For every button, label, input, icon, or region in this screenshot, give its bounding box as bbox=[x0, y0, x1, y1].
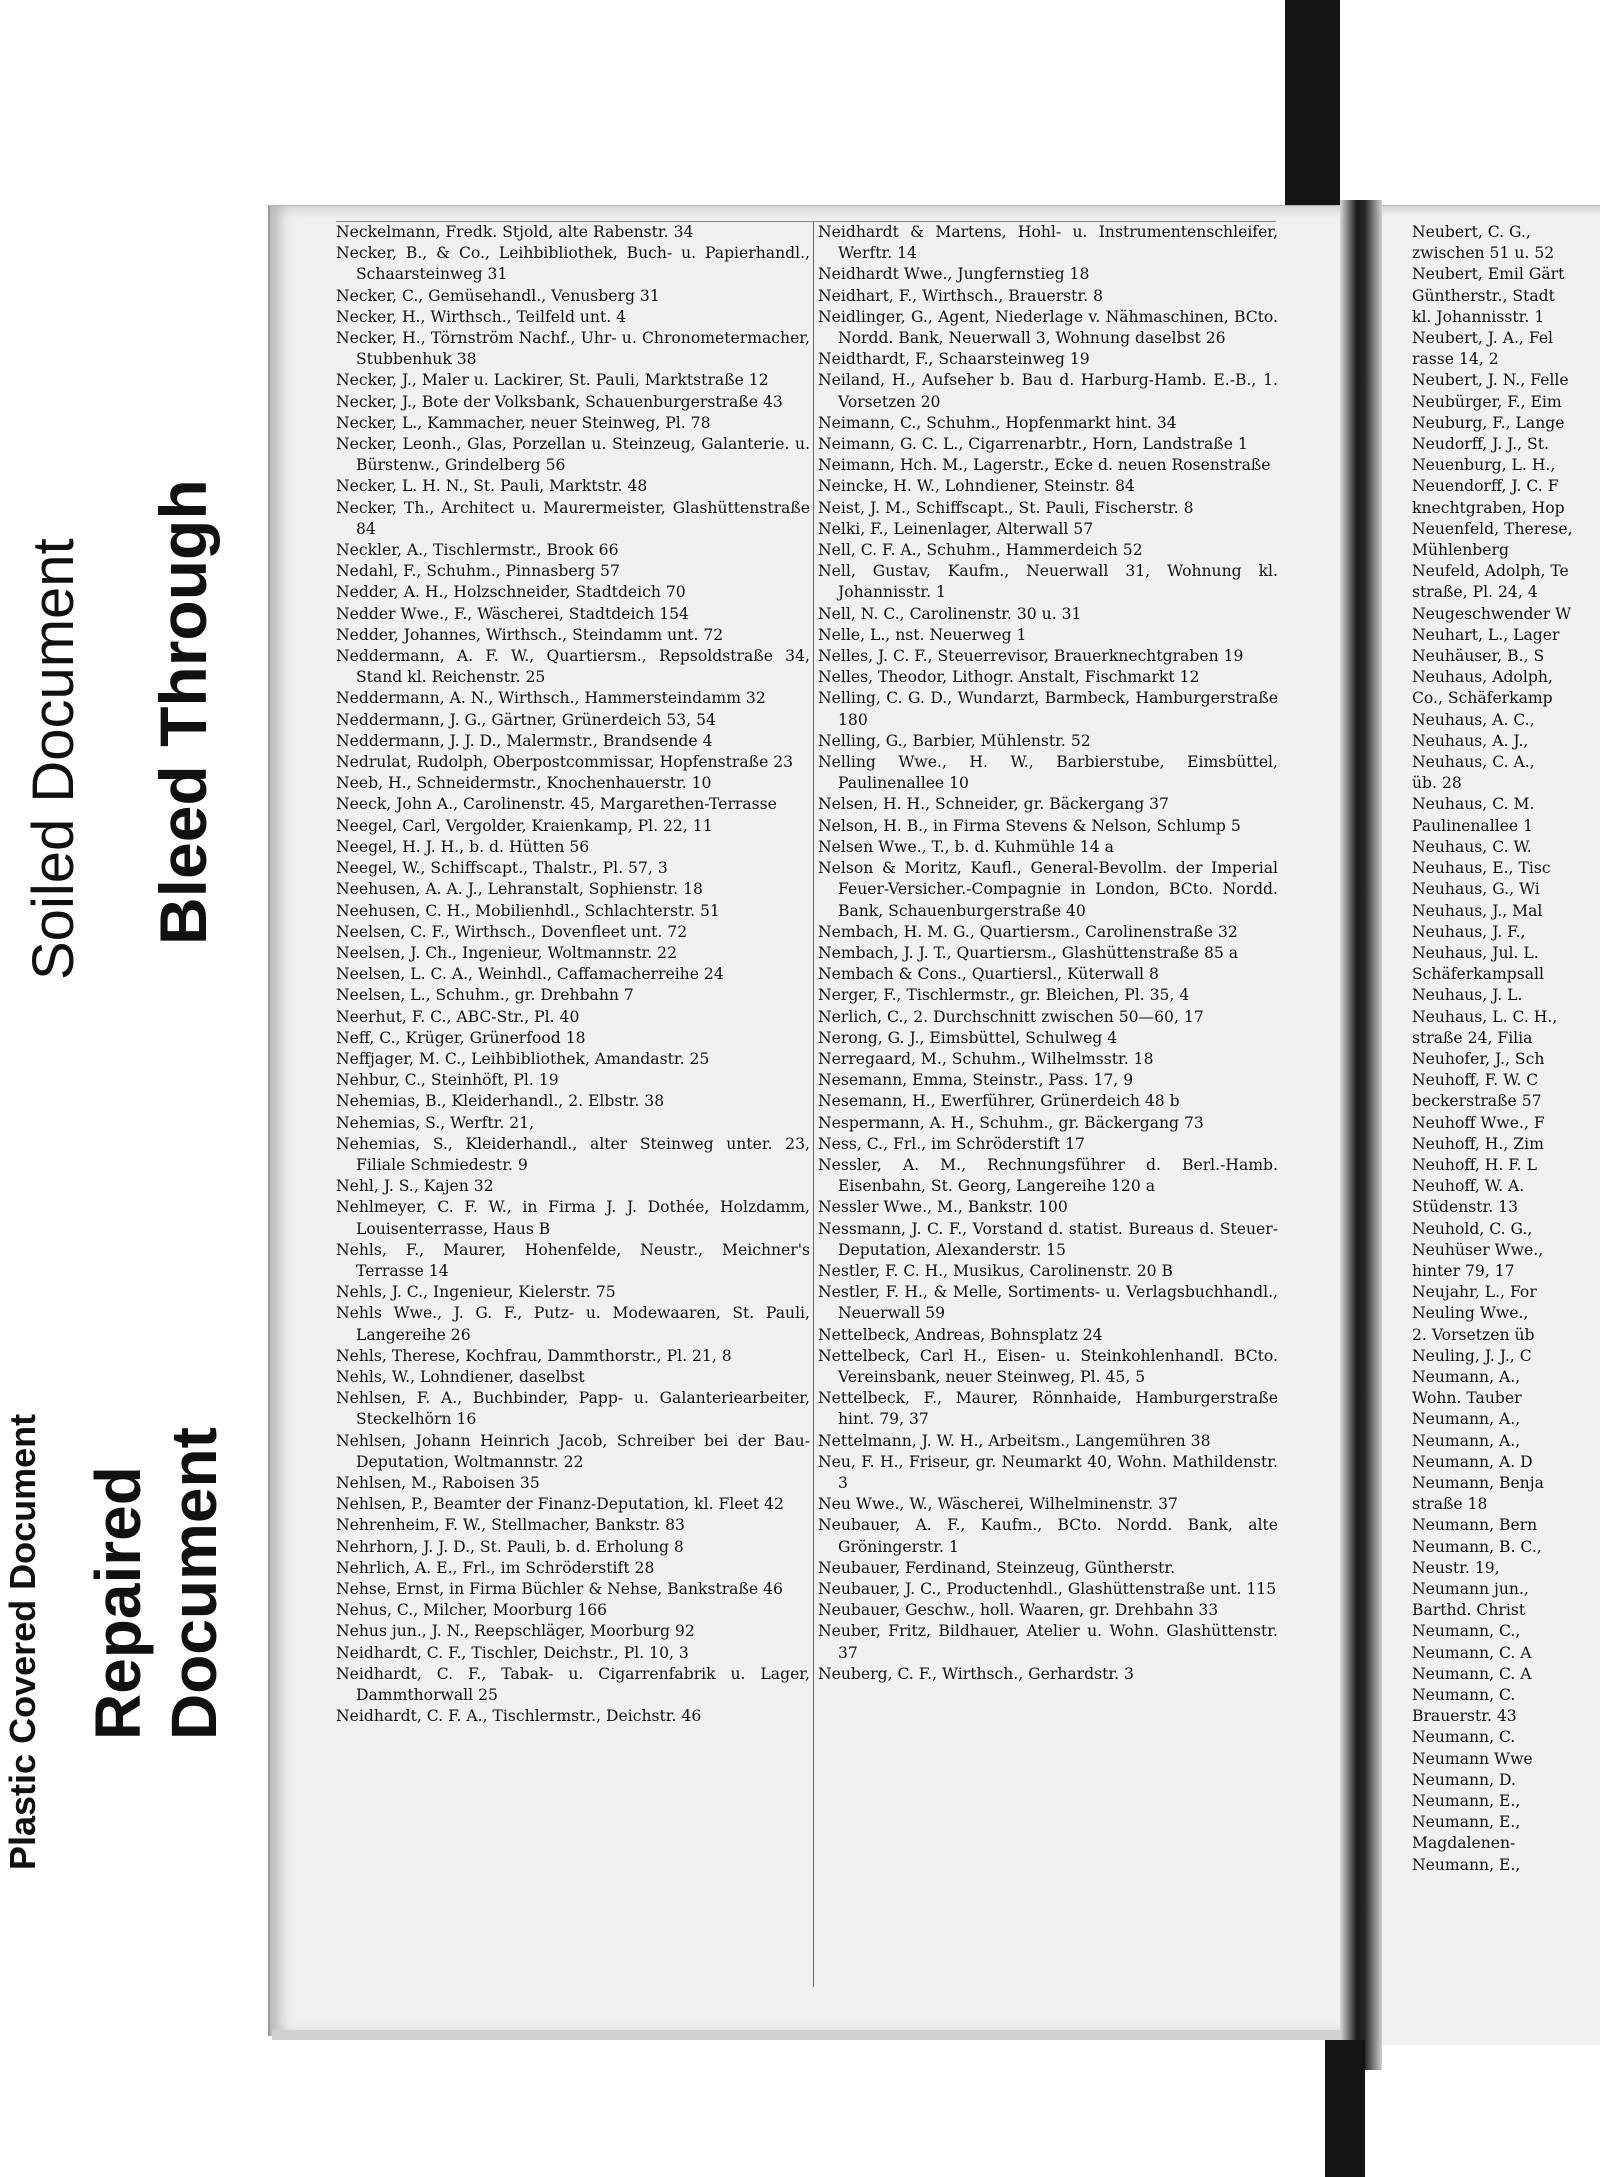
directory-entry: Necker, J., Maler u. Lackirer, St. Pauli, Marktstraße 12 bbox=[336, 371, 769, 390]
directory-entry: Nelle, L., nst. Neuerweg 1 bbox=[818, 625, 1027, 644]
directory-entry: Nedrulat, Rudolph, Oberpostcommissar, Hopfenstraße 23 bbox=[336, 753, 794, 772]
directory-entry: Neckler, A., Tischlermstr., Brook 66 bbox=[336, 541, 619, 560]
directory-entry: Neubauer, A. F., Kaufm., BCto. Nordd. Bank, alte Gröningerstr. 1 bbox=[818, 1516, 1278, 1556]
directory-entry: Nehlsen, F. A., Buchbinder, Papp- u. Galanteriearbeiter, Steckelhörn 16 bbox=[336, 1389, 810, 1429]
directory-entry: Nell, N. C., Carolinenstr. 30 u. 31 bbox=[818, 604, 1082, 623]
binding-tape-top bbox=[1285, 0, 1340, 205]
directory-entry: Nehlsen, P., Beamter der Finanz-Deputation, kl. Fleet 42 bbox=[336, 1495, 784, 1514]
directory-entry: Nehemias, S., Kleiderhandl., alter Steinweg unter. 23, Filiale Schmiedestr. 9 bbox=[336, 1134, 810, 1174]
directory-entry: Nelles, J. C. F., Steuerrevisor, Brauerknechtgraben 19 bbox=[818, 647, 1244, 666]
directory-entry: Nehbur, C., Steinhöft, Pl. 19 bbox=[336, 1071, 559, 1090]
directory-entry: Neidhart, F., Wirthsch., Brauerstr. 8 bbox=[818, 286, 1104, 305]
directory-entry: Neist, J. M., Schiffscapt., St. Pauli, Fischerstr. 8 bbox=[818, 498, 1194, 517]
directory-entry: Neimann, Hch. M., Lagerstr., Ecke d. neuen Rosenstraße bbox=[818, 456, 1271, 475]
directory-entry: Neuling, J. J., C bbox=[1412, 1346, 1532, 1365]
directory-entry: Neuberg, C. F., Wirthsch., Gerhardstr. 3 bbox=[818, 1664, 1134, 1683]
directory-entry: Nettelmann, J. W. H., Arbeitsm., Langemühren 38 bbox=[818, 1431, 1211, 1450]
book-gutter bbox=[1340, 200, 1382, 2070]
directory-entry: Necker, L. H. N., St. Pauli, Marktstr. 48 bbox=[336, 477, 648, 496]
directory-entry: Necker, H., Törnström Nachf., Uhr- u. Chronometermacher, Stubbenhuk 38 bbox=[336, 329, 810, 369]
directory-entry: Neerhut, F. C., ABC-Str., Pl. 40 bbox=[336, 1007, 580, 1026]
directory-entry: Neumann, C. A bbox=[1412, 1664, 1532, 1683]
directory-entry: Necker, J., Bote der Volksbank, Schauenburgerstraße 43 bbox=[336, 392, 783, 411]
label-repaired-line2: Document bbox=[158, 1427, 230, 1740]
directory-entry: Neubauer, J. C., Productenhdl., Glashüttenstraße unt. 115 bbox=[818, 1580, 1277, 1598]
directory-entry: Nehlsen, Johann Heinrich Jacob, Schreiber bei der Bau-Deputation, Woltmannstr. 22 bbox=[336, 1431, 810, 1471]
directory-entry: Neumann Wwe bbox=[1412, 1749, 1533, 1768]
directory-entry: straße 18 bbox=[1412, 1495, 1488, 1514]
directory-entry: straße 24, Filia bbox=[1412, 1028, 1533, 1047]
directory-entry: Nedder, Johannes, Wirthsch., Steindamm unt. 72 bbox=[336, 625, 724, 644]
directory-entry: Nerong, G. J., Eimsbüttel, Schulweg 4 bbox=[818, 1028, 1118, 1047]
directory-entry: Neuhaus, A. J., bbox=[1412, 731, 1529, 750]
directory-entry: Nelling, C. G. D., Wundarzt, Barmbeck, Hamburgerstraße 180 bbox=[818, 689, 1278, 729]
directory-column-right-partial bbox=[1412, 222, 1600, 1876]
directory-entry: Neimann, C., Schuhm., Hopfenmarkt hint. 34 bbox=[818, 413, 1177, 432]
column-divider bbox=[813, 222, 814, 1987]
label-soiled-document: Soiled Document bbox=[21, 538, 86, 980]
directory-entry: Neegel, Carl, Vergolder, Kraienkamp, Pl. 22, 11 bbox=[336, 816, 713, 835]
directory-entry: Neuhoff, H., Zim bbox=[1412, 1134, 1544, 1153]
directory-entry: Nehl, J. S., Kajen 32 bbox=[336, 1177, 494, 1196]
directory-entry: Neuhaus, J. L. bbox=[1412, 986, 1523, 1005]
directory-entry: Nessler Wwe., M., Bankstr. 100 bbox=[818, 1198, 1068, 1217]
directory-entry: Neuendorff, J. C. F bbox=[1412, 477, 1559, 496]
directory-entry: Nelsen Wwe., T., b. d. Kuhmühle 14 a bbox=[818, 837, 1114, 856]
directory-entry: Neeck, John A., Carolinenstr. 45, Margarethen-Terrasse bbox=[336, 795, 777, 814]
directory-entry: hinter 79, 17 bbox=[1412, 1261, 1515, 1280]
directory-entry: Barthd. Christ bbox=[1412, 1601, 1526, 1620]
directory-entry: Ness, C., Frl., im Schröderstift 17 bbox=[818, 1134, 1085, 1153]
directory-entry: Nehrhorn, J. J. D., St. Pauli, b. d. Erholung 8 bbox=[336, 1537, 684, 1556]
directory-entry: Nesemann, H., Ewerführer, Grünerdeich 48 b bbox=[818, 1092, 1180, 1111]
directory-entry: Neumann jun., bbox=[1412, 1580, 1529, 1598]
directory-entry: Neuhoff, H. F. L bbox=[1412, 1155, 1537, 1174]
directory-entry: Magdalenen- bbox=[1412, 1834, 1516, 1853]
directory-entry: Nelsen, H. H., Schneider, gr. Bäckergang 37 bbox=[818, 795, 1169, 814]
directory-entry: Co., Schäferkamp bbox=[1412, 689, 1553, 708]
directory-entry: Necker, C., Gemüsehandl., Venusberg 31 bbox=[336, 286, 660, 305]
directory-entry: Nehus jun., J. N., Reepschläger, Moorburg 92 bbox=[336, 1622, 695, 1641]
directory-entry: Neincke, H. W., Lohndiener, Steinstr. 84 bbox=[818, 477, 1135, 496]
directory-entry: Nehls, W., Lohndiener, daselbst bbox=[336, 1367, 585, 1386]
directory-entry: Nerlich, C., 2. Durchschnitt zwischen 50—60, 17 bbox=[818, 1007, 1204, 1026]
directory-entry: Neff, C., Krüger, Grünerfood 18 bbox=[336, 1028, 586, 1047]
directory-entry: Nehls, Therese, Kochfrau, Dammthorstr., Pl. 21, 8 bbox=[336, 1346, 732, 1365]
directory-entry: Neumann, E., bbox=[1412, 1792, 1521, 1811]
directory-entry: Neumann, B. C., bbox=[1412, 1537, 1542, 1556]
directory-entry: Neelsen, L., Schuhm., gr. Drehbahn 7 bbox=[336, 986, 634, 1005]
directory-entry: Nerregaard, M., Schuhm., Wilhelmsstr. 18 bbox=[818, 1049, 1154, 1068]
directory-entry: Nehls, J. C., Ingenieur, Kielerstr. 75 bbox=[336, 1283, 616, 1302]
directory-entry: rasse 14, 2 bbox=[1412, 350, 1499, 369]
directory-entry: Neckelmann, Fredk. Stjold, alte Rabenstr. 34 bbox=[336, 223, 694, 241]
directory-entry: Neubert, J. N., Felle bbox=[1412, 371, 1569, 390]
directory-entry: Nespermann, A. H., Schuhm., gr. Bäckergang 73 bbox=[818, 1113, 1204, 1132]
directory-entry: Neu Wwe., W., Wäscherei, Wilhelminenstr. 37 bbox=[818, 1495, 1178, 1514]
directory-entry: Neuhaus, C. W. bbox=[1412, 837, 1532, 856]
directory-entry: Nehemias, S., Werftr. 21, bbox=[336, 1113, 535, 1132]
label-bleed-through: Bleed Through bbox=[146, 479, 220, 945]
directory-entry: Neuhoff Wwe., F bbox=[1412, 1113, 1545, 1132]
directory-entry: Neuhofer, J., Sch bbox=[1412, 1049, 1545, 1068]
directory-entry: Nelling Wwe., H. W., Barbierstube, Eimsbüttel, Paulinenallee 10 bbox=[818, 753, 1278, 793]
directory-entry: Nehlmeyer, C. F. W., in Firma J. J. Dothée, Holzdamm, Louisenterrasse, Haus B bbox=[336, 1198, 810, 1238]
label-repaired-document bbox=[80, 1427, 232, 1740]
directory-entry: Nerger, F., Tischlermstr., gr. Bleichen, Pl. 35, 4 bbox=[818, 986, 1190, 1005]
directory-entry: Nehrenheim, F. W., Stellmacher, Bankstr. 83 bbox=[336, 1516, 685, 1535]
directory-entry: Neubert, Emil Gärt bbox=[1412, 265, 1565, 284]
directory-entry: Neuburg, F., Lange bbox=[1412, 413, 1565, 432]
directory-entry: Neumann, C. A bbox=[1412, 1643, 1532, 1662]
directory-entry: Neeb, H., Schneidermstr., Knochenhauerstr. 10 bbox=[336, 774, 712, 793]
directory-entry: Neuhaus, Jul. L. bbox=[1412, 943, 1539, 962]
directory-entry: Nehrlich, A. E., Frl., im Schröderstift 28 bbox=[336, 1558, 655, 1577]
directory-entry: Nessmann, J. C. F., Vorstand d. statist. Bureaus d. Steuer-Deputation, Alexanderstr. 15 bbox=[818, 1219, 1278, 1259]
directory-entry: Necker, Th., Architect u. Maurermeister, Glashüttenstraße 84 bbox=[336, 498, 810, 538]
directory-entry: Neuhaus, G., Wi bbox=[1412, 880, 1540, 899]
directory-entry: Nedahl, F., Schuhm., Pinnasberg 57 bbox=[336, 562, 620, 581]
directory-entry: Neumann, C., bbox=[1412, 1622, 1521, 1641]
directory-column-left bbox=[336, 222, 810, 1727]
directory-entry: Nedder, A. H., Holzschneider, Stadtdeich 70 bbox=[336, 583, 686, 602]
directory-entry: Neumann, C. bbox=[1412, 1686, 1516, 1705]
directory-entry: Wohn. Tauber bbox=[1412, 1389, 1522, 1408]
directory-entry: Neidthardt, F., Schaarsteinweg 19 bbox=[818, 350, 1090, 369]
directory-entry: 2. Vorsetzen üb bbox=[1412, 1325, 1535, 1344]
binding-tape-bottom bbox=[1325, 2040, 1365, 2177]
directory-entry: Neuhaus, J., Mal bbox=[1412, 901, 1543, 920]
directory-entry: Nestler, F. C. H., Musikus, Carolinenstr. 20 B bbox=[818, 1261, 1174, 1280]
directory-entry: Neelsen, L. C. A., Weinhdl., Caffamacherreihe 24 bbox=[336, 965, 724, 984]
directory-entry: kl. Johannisstr. 1 bbox=[1412, 307, 1545, 326]
directory-entry: Necker, B., & Co., Leihbibliothek, Buch- u. Papierhandl., Schaarsteinweg 31 bbox=[336, 244, 810, 284]
directory-entry: beckerstraße 57 bbox=[1412, 1092, 1542, 1111]
directory-entry: Neubert, J. A., Fel bbox=[1412, 329, 1554, 348]
directory-entry: Neubauer, Geschw., holl. Waaren, gr. Drehbahn 33 bbox=[818, 1601, 1219, 1620]
directory-entry: Neelsen, C. F., Wirthsch., Dovenfleet unt. 72 bbox=[336, 922, 688, 941]
directory-entry: Necker, Leonh., Glas, Porzellan u. Steinzeug, Galanterie. u. Bürstenw., Grindelberg 56 bbox=[336, 435, 810, 475]
directory-entry: Güntherstr., Stadt bbox=[1412, 286, 1555, 305]
directory-entry: Nesemann, Emma, Steinstr., Pass. 17, 9 bbox=[818, 1071, 1134, 1090]
directory-entry: Neuhaus, Adolph, bbox=[1412, 668, 1553, 687]
directory-entry: Neidhardt, C. F., Tabak- u. Cigarrenfabrik u. Lager, Dammthorwall 25 bbox=[336, 1664, 810, 1705]
directory-entry: Nembach & Cons., Quartiersl., Küterwall 8 bbox=[818, 965, 1159, 984]
directory-entry: Nettelbeck, Andreas, Bohnsplatz 24 bbox=[818, 1325, 1103, 1344]
directory-entry: Necker, H., Wirthsch., Teilfeld unt. 4 bbox=[336, 307, 627, 326]
directory-entry: Neidhardt, C. F. A., Tischlermstr., Deichstr. 46 bbox=[336, 1707, 702, 1726]
directory-entry: Neegel, W., Schiffscapt., Thalstr., Pl. 57, 3 bbox=[336, 859, 668, 878]
directory-entry: Nelles, Theodor, Lithogr. Anstalt, Fischmarkt 12 bbox=[818, 668, 1200, 687]
directory-entry: Neuhaus, E., Tisc bbox=[1412, 859, 1551, 878]
directory-entry: Nell, C. F. A., Schuhm., Hammerdeich 52 bbox=[818, 541, 1143, 560]
directory-entry: Neddermann, J. J. D., Malermstr., Brandsende 4 bbox=[336, 731, 713, 750]
directory-entry: Neudorff, J. J., St. bbox=[1412, 435, 1549, 454]
directory-entry: Neumann, A., bbox=[1412, 1410, 1521, 1429]
directory-entry: Nehus, C., Milcher, Moorburg 166 bbox=[336, 1601, 608, 1620]
directory-entry: Neubert, C. G., bbox=[1412, 223, 1531, 241]
directory-entry: zwischen 51 u. 52 bbox=[1412, 244, 1555, 263]
directory-entry: Nestler, F. H., & Melle, Sortiments- u. Verlagsbuchhandl., Neuerwall 59 bbox=[818, 1283, 1278, 1323]
directory-entry: Neddermann, A. N., Wirthsch., Hammersteindamm 32 bbox=[336, 689, 766, 708]
directory-entry: Brauerstr. 43 bbox=[1412, 1707, 1517, 1726]
directory-entry: Neumann, A. D bbox=[1412, 1452, 1533, 1471]
directory-entry: Neugeschwender W bbox=[1412, 604, 1572, 623]
directory-entry: Neubürger, F., Eim bbox=[1412, 392, 1562, 411]
directory-entry: Neidhardt & Martens, Hohl- u. Instrumentenschleifer, Werftr. 14 bbox=[818, 223, 1278, 263]
directory-entry: Nehse, Ernst, in Firma Büchler & Nehse, Bankstraße 46 bbox=[336, 1580, 783, 1598]
label-plastic-covered-document: Plastic Covered Document bbox=[2, 1413, 43, 1870]
directory-entry: Nelson & Moritz, Kaufl., General-Bevollm. der Imperial Feuer-Versicher.-Compagnie in London, BCto. Nordd. Bank, Schauenburgerstraße 40 bbox=[818, 859, 1278, 920]
label-repaired-line1: Repaired bbox=[82, 1466, 154, 1740]
directory-entry: Neumann, A., bbox=[1412, 1431, 1521, 1450]
directory-entry: üb. 28 bbox=[1412, 774, 1462, 793]
directory-entry: Neuhaus, L. C. H., bbox=[1412, 1007, 1558, 1026]
directory-entry: Neuhaus, C. M. bbox=[1412, 795, 1535, 814]
directory-entry: Necker, L., Kammacher, neuer Steinweg, Pl. 78 bbox=[336, 413, 711, 432]
directory-entry: Neidhardt Wwe., Jungfernstieg 18 bbox=[818, 265, 1090, 284]
directory-entry: Neumann, E., bbox=[1412, 1855, 1521, 1874]
directory-entry: Neelsen, J. Ch., Ingenieur, Woltmannstr. 22 bbox=[336, 943, 677, 962]
directory-entry: Neufeld, Adolph, Te bbox=[1412, 562, 1569, 581]
directory-entry: Neidhardt, C. F., Tischler, Deichstr., Pl. 10, 3 bbox=[336, 1643, 689, 1662]
directory-entry: Neuenburg, L. H., bbox=[1412, 456, 1556, 475]
directory-entry: Neuhart, L., Lager bbox=[1412, 625, 1560, 644]
directory-entry: Nehls, F., Maurer, Hohenfelde, Neustr., Meichner's Terrasse 14 bbox=[336, 1240, 810, 1280]
directory-entry: Nembach, H. M. G., Quartiersm., Carolinenstraße 32 bbox=[818, 922, 1238, 941]
directory-entry: Neiland, H., Aufseher b. Bau d. Harburg-Hamb. E.-B., 1. Vorsetzen 20 bbox=[818, 371, 1278, 411]
directory-entry: Neehusen, A. A. J., Lehranstalt, Sophienstr. 18 bbox=[336, 880, 703, 899]
directory-entry: Nehls Wwe., J. G. F., Putz- u. Modewaaren, St. Pauli, Langereihe 26 bbox=[336, 1304, 810, 1344]
directory-entry: Neuhoff, W. A. bbox=[1412, 1177, 1525, 1196]
directory-entry: Neuhoff, F. W. C bbox=[1412, 1071, 1539, 1090]
directory-entry: Neustr. 19, bbox=[1412, 1558, 1500, 1577]
directory-entry: Neuhäuser, B., S bbox=[1412, 647, 1545, 666]
directory-entry: Neehusen, C. H., Mobilienhdl., Schlachterstr. 51 bbox=[336, 901, 720, 920]
directory-entry: straße, Pl. 24, 4 bbox=[1412, 583, 1538, 602]
directory-entry: Nettelbeck, F., Maurer, Rönnhaide, Hamburgerstraße hint. 79, 37 bbox=[818, 1389, 1278, 1429]
directory-entry: Nelling, G., Barbier, Mühlenstr. 52 bbox=[818, 731, 1091, 750]
directory-entry: Nessler, A. M., Rechnungsführer d. Berl.-Hamb. Eisenbahn, St. Georg, Langereihe 120 a bbox=[818, 1155, 1278, 1196]
directory-entry: Mühlenberg bbox=[1412, 541, 1509, 560]
directory-entry: Neumann, Benja bbox=[1412, 1473, 1544, 1492]
directory-entry: Neubauer, Ferdinand, Steinzeug, Güntherstr. bbox=[818, 1558, 1176, 1577]
directory-entry: Neuhüser Wwe., bbox=[1412, 1240, 1544, 1259]
directory-entry: Stüdenstr. 13 bbox=[1412, 1198, 1519, 1217]
directory-entry: Neu, F. H., Friseur, gr. Neumarkt 40, Wohn. Mathildenstr. 3 bbox=[818, 1452, 1278, 1492]
directory-entry: Neumann, Bern bbox=[1412, 1516, 1538, 1535]
directory-column-middle bbox=[818, 222, 1278, 1685]
directory-entry: Nelson, H. B., in Firma Stevens & Nelson, Schlump 5 bbox=[818, 816, 1241, 835]
directory-entry: Neddermann, J. G., Gärtner, Grünerdeich 53, 54 bbox=[336, 710, 716, 729]
directory-entry: Nehlsen, M., Raboisen 35 bbox=[336, 1473, 540, 1492]
directory-entry: Neidlinger, G., Agent, Niederlage v. Nähmaschinen, BCto. Nordd. Bank, Neuerwall 3, Wohnung daselbst 26 bbox=[818, 307, 1278, 348]
directory-entry: Neegel, H. J. H., b. d. Hütten 56 bbox=[336, 837, 590, 856]
directory-entry: knechtgraben, Hop bbox=[1412, 498, 1565, 517]
directory-entry: Neddermann, A. F. W., Quartiersm., Repsoldstraße 34, Stand kl. Reichenstr. 25 bbox=[336, 647, 810, 687]
directory-entry: Neffjager, M. C., Leihbibliothek, Amandastr. 25 bbox=[336, 1049, 710, 1068]
directory-entry: Neuhaus, A. C., bbox=[1412, 710, 1535, 729]
directory-entry: Nembach, J. J. T., Quartiersm., Glashüttenstraße 85 a bbox=[818, 943, 1239, 962]
directory-entry: Neimann, G. C. L., Cigarrenarbtr., Horn, Landstraße 1 bbox=[818, 435, 1248, 454]
directory-entry: Neumann, D. bbox=[1412, 1770, 1516, 1789]
directory-entry: Neujahr, L., For bbox=[1412, 1283, 1537, 1302]
directory-entry: Nettelbeck, Carl H., Eisen- u. Steinkohlenhandl. BCto. Vereinsbank, neuer Steinweg, Pl. 45, 5 bbox=[818, 1346, 1278, 1386]
directory-entry: Neuling Wwe., bbox=[1412, 1304, 1529, 1323]
directory-entry: Neuber, Fritz, Bildhauer, Atelier u. Wohn. Glashüttenstr. 37 bbox=[818, 1622, 1278, 1662]
directory-entry: Neuhold, C. G., bbox=[1412, 1219, 1533, 1238]
directory-entry: Neuhaus, C. A., bbox=[1412, 753, 1535, 772]
directory-entry: Paulinenallee 1 bbox=[1412, 816, 1534, 835]
directory-entry: Nell, Gustav, Kaufm., Neuerwall 31, Wohnung kl. Johannisstr. 1 bbox=[818, 562, 1278, 602]
directory-entry: Neuhaus, J. F., bbox=[1412, 922, 1526, 941]
directory-entry: Neumann, A., bbox=[1412, 1367, 1521, 1386]
directory-entry: Neumann, C. bbox=[1412, 1728, 1516, 1747]
directory-entry: Schäferkampsall bbox=[1412, 965, 1544, 984]
directory-entry: Nelki, F., Leinenlager, Alterwall 57 bbox=[818, 519, 1094, 538]
directory-entry: Neuenfeld, Therese, bbox=[1412, 519, 1573, 538]
directory-entry: Neumann, E., bbox=[1412, 1813, 1521, 1832]
directory-entry: Nehemias, B., Kleiderhandl., 2. Elbstr. 38 bbox=[336, 1092, 665, 1111]
directory-entry: Nedder Wwe., F., Wäscherei, Stadtdeich 154 bbox=[336, 604, 689, 623]
